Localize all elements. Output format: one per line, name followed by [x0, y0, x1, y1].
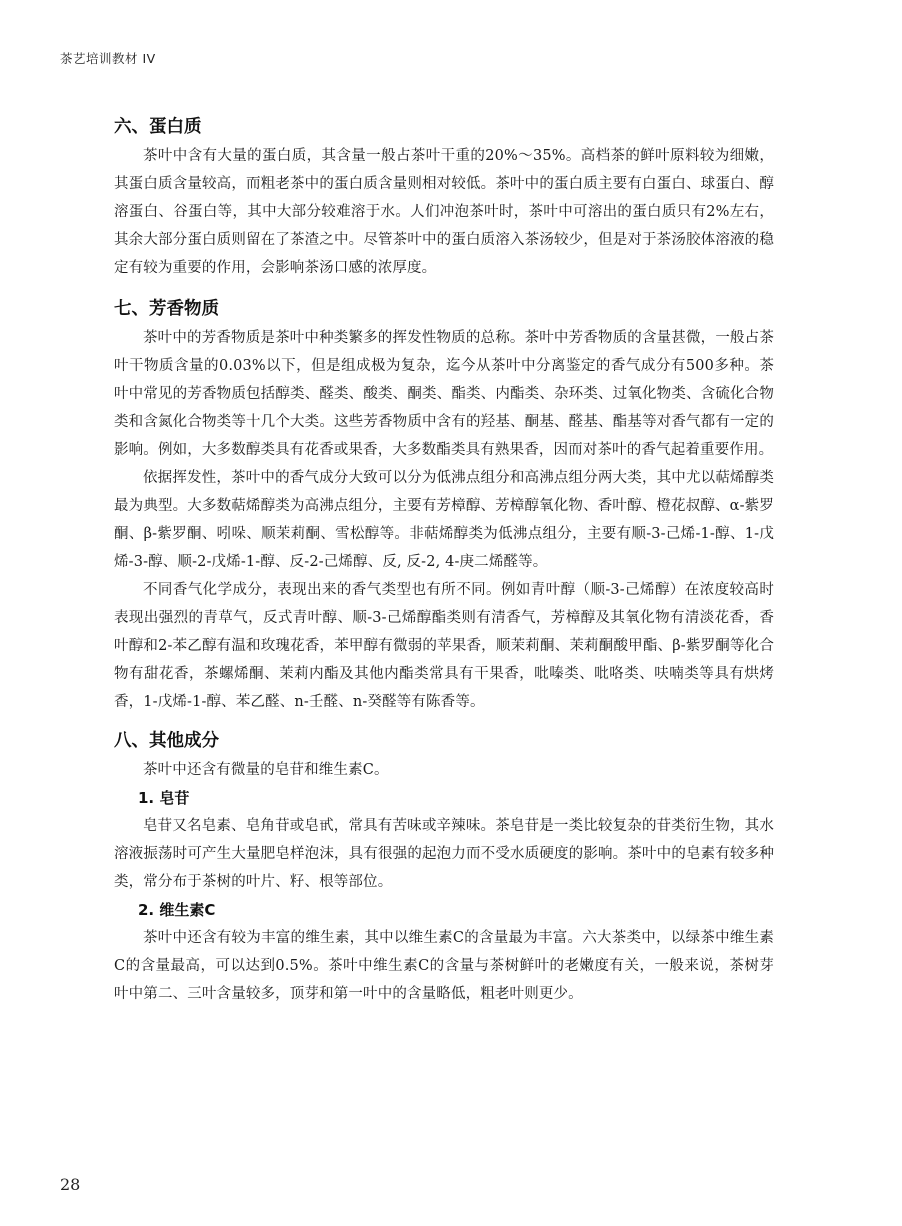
- running-header: 茶艺培训教材 IV: [60, 51, 156, 66]
- paragraph: 不同香气化学成分，表现出来的香气类型也有所不同。例如青叶醇（顺-3-己烯醇）在浓度较高时表现出强烈的青草气，反式青叶醇、顺-3-己烯醇酯类则有清香气，芳樟醇及其氧化物有清淡花香，香叶醇和2-苯乙醇有温和玫瑰花香，苯甲醇有微弱的苹果香，顺茉莉酮、茉莉酮酸甲酯、β-紫罗酮等化合物有甜花香，茶螺烯酮、茉莉内酯及其他内酯类常具有干果香，吡嗪类、吡咯类、呋喃类等具有烘烤香，1-戊烯-1-醇、苯乙醛、n-壬醛、n-癸醛等有陈香等。: [114, 582, 774, 710]
- page-number: 28: [60, 1175, 81, 1194]
- paragraph: 皂苷又名皂素、皂角苷或皂甙，常具有苦味或辛辣味。茶皂苷是一类比较复杂的苷类衍生物，其水溶液振荡时可产生大量肥皂样泡沫，具有很强的起泡力而不受水质硬度的影响。茶叶中的皂素有较多种类，常分布于茶树的叶片、籽、根等部位。: [114, 818, 774, 890]
- section-title-other: 八、其他成分: [114, 731, 219, 751]
- paragraph: 依据挥发性，茶叶中的香气成分大致可以分为低沸点组分和高沸点组分两大类，其中尤以萜烯醇类最为典型。大多数萜烯醇类为高沸点组分，主要有芳樟醇、芳樟醇氧化物、香叶醇、橙花叔醇、α-紫罗酮、β-紫罗酮、吲哚、顺茉莉酮、雪松醇等。非萜烯醇类为低沸点组分，主要有顺-3-己烯-1-醇、1-戊烯-3-醇、顺-2-戊烯-1-醇、反-2-己烯醇、反, 反-2, 4-庚二烯醛等。: [114, 470, 774, 570]
- section-title-protein: 六、蛋白质: [114, 117, 202, 137]
- subsection-title-saponin: 1. 皂苷: [138, 789, 190, 807]
- paragraph: 茶叶中的芳香物质是茶叶中种类繁多的挥发性物质的总称。茶叶中芳香物质的含量甚微，一般占茶叶干物质含量的0.03%以下，但是组成极为复杂，迄今从茶叶中分离鉴定的香气成分有500多种。茶叶中常见的芳香物质包括醇类、醛类、酸类、酮类、酯类、内酯类、杂环类、过氧化物类、含硫化合物类和含氮化合物类等十几个大类。这些芳香物质中含有的羟基、酮基、醛基、酯基等对香气都有一定的影响。例如，大多数醇类具有花香或果香，大多数酯类具有熟果香，因而对茶叶的香气起着重要作用。: [114, 330, 774, 458]
- paragraph: 茶叶中还含有较为丰富的维生素，其中以维生素C的含量最为丰富。六大茶类中，以绿茶中维生素C的含量最高，可以达到0.5%。茶叶中维生素C的含量与茶树鲜叶的老嫩度有关，一般来说，茶树芽叶中第二、三叶含量较多，顶芽和第一叶中的含量略低，粗老叶则更少。: [114, 930, 774, 1002]
- paragraph-intro: 茶叶中还含有微量的皂苷和维生素C。: [143, 762, 389, 778]
- section-title-aroma: 七、芳香物质: [114, 299, 219, 319]
- page-body: [114, 112, 774, 1008]
- subsection-title-vitamin-c: 2. 维生素C: [138, 901, 216, 919]
- paragraph: 茶叶中含有大量的蛋白质，其含量一般占茶叶干重的20%～35%。高档茶的鲜叶原料较为细嫩，其蛋白质含量较高，而粗老茶中的蛋白质含量则相对较低。茶叶中的蛋白质主要有白蛋白、球蛋白、醇溶蛋白、谷蛋白等，其中大部分较难溶于水。人们冲泡茶叶时，茶叶中可溶出的蛋白质只有2%左右，其余大部分蛋白质则留在了茶渣之中。尽管茶叶中的蛋白质溶入茶汤较少，但是对于茶汤胶体溶液的稳定有较为重要的作用，会影响茶汤口感的浓厚度。: [114, 148, 774, 276]
